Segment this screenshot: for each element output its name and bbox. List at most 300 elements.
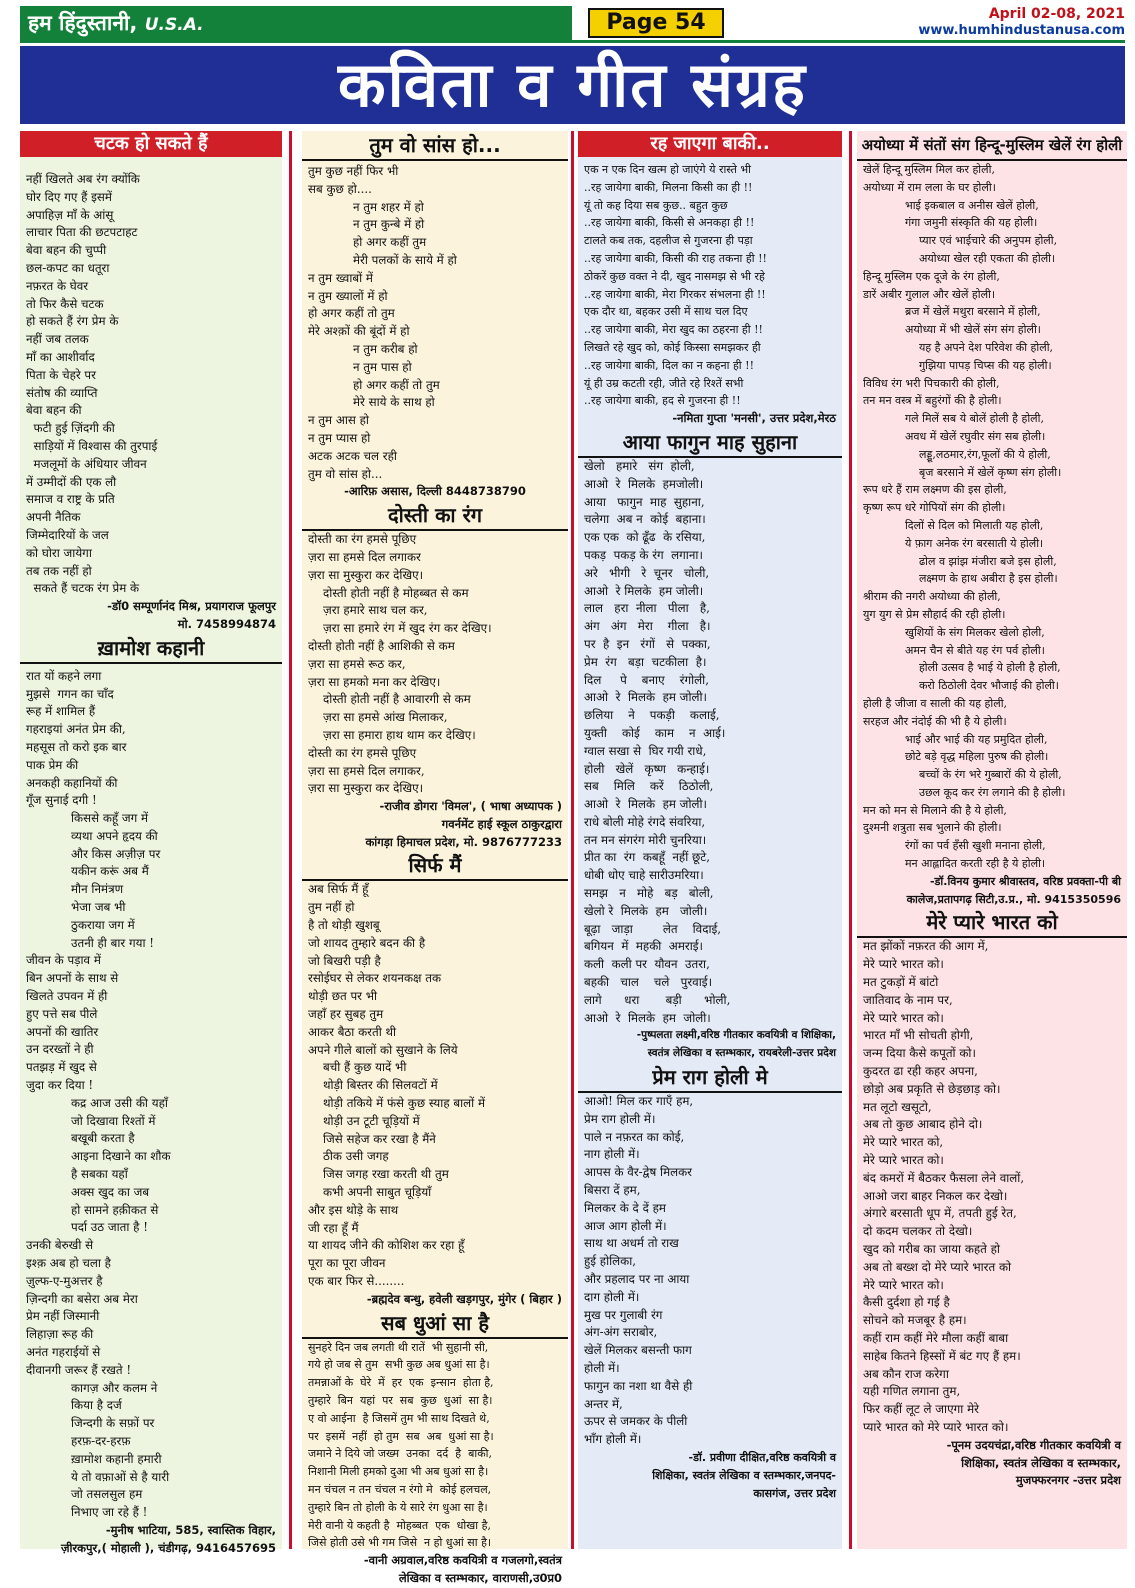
text-line: अयोध्या में भी खेलें संग संग होली। bbox=[863, 323, 1041, 337]
text-line: तुम्हारे बिन यहां पर सब कुछ धुआं सा है। bbox=[308, 1394, 493, 1407]
text-line: अपनों की खातिर bbox=[26, 1024, 99, 1039]
text-line: बेवा बहन की bbox=[26, 403, 82, 418]
text-line: -आरिफ़ असास, दिल्ली 8448738790 bbox=[344, 484, 526, 499]
text-line: मत झोंकों नफ़रत की आग में, bbox=[863, 939, 989, 954]
text-line: दुश्मनी शत्रुता सब भुलाने की होली। bbox=[863, 821, 1002, 835]
text-line: भाई इकबाल व अनीस खेलें होली, bbox=[863, 198, 1039, 212]
text-line: साड़ियों में विश्वास की तुरपाई bbox=[26, 438, 158, 453]
text-line: ठुकराया जग में bbox=[26, 917, 135, 932]
text-line: अमन चैन से बीते यह रंग पर्व होली। bbox=[863, 643, 1045, 657]
text-line: ज़रा सा हमसे रूठ कर, bbox=[308, 656, 406, 671]
publication-title: हम हिंदुस्तानी, bbox=[28, 11, 138, 35]
text-line: अरे भीगी रे चूनर चोली, bbox=[584, 565, 710, 580]
text-line: आया फागुन माह सुहाना, bbox=[584, 494, 705, 509]
text-line: हुई होलिका, bbox=[584, 1254, 637, 1269]
text-line: थोड़ी उन टूटी चूड़ियों में bbox=[308, 1113, 420, 1128]
text-line: दोस्ती होती नहीं है मोहब्बत से कम bbox=[308, 585, 469, 600]
text-line: प्रेम राग होली में। bbox=[584, 1111, 656, 1126]
text-line: एक एक को ढूँढ के रसिया, bbox=[584, 530, 706, 545]
text-line: पूरा का पूरा जीवन bbox=[308, 1256, 386, 1271]
text-line: अयोध्या में राम लला के घर होली। bbox=[863, 180, 996, 194]
text-line: है तो थोड़ी खुशबू bbox=[308, 918, 380, 933]
text-line: बूढ़ा जाड़ा लेत विदाई, bbox=[584, 921, 722, 936]
text-line: रसोईघर से लेकर शयनकक्ष तक bbox=[308, 971, 442, 986]
text-line: -नमिता गुप्ता 'मनसी', उत्तर प्रदेश,मेरठ bbox=[672, 411, 836, 426]
text-line: दिल पे बनाए रंगोली, bbox=[584, 672, 709, 687]
poem-title: तुम वो सांस हो... bbox=[302, 131, 568, 161]
text-line: कभी अपनी साबुत चूड़ियाँ bbox=[308, 1185, 432, 1200]
text-line: अब तो कुछ आबाद होने दो। bbox=[863, 1117, 983, 1132]
text-line: ज़रा सा मुस्कुरा कर देखिए। bbox=[308, 781, 424, 796]
text-line: हुए पत्ते सब पीले bbox=[26, 1006, 98, 1021]
text-line: ठीक उसी जगह bbox=[308, 1149, 389, 1164]
text-line: कालेज,प्रतापगढ़ सिटी,उ.प्र., मो. 9415350596 bbox=[906, 892, 1121, 906]
text-line: अब कौन राज करेगा bbox=[863, 1366, 949, 1381]
text-line: मत टुकड़ों में बांटो bbox=[863, 975, 939, 990]
text-line: खेलें हिन्दू मुस्लिम मिल कर होली, bbox=[863, 163, 995, 176]
text-line: पाले न नफ़रत का कोई, bbox=[584, 1129, 685, 1144]
text-line: आओ रे मिलके हम जोली। bbox=[584, 797, 708, 812]
text-line: गुझिया पापड़ चिप्स की यह होली। bbox=[863, 358, 1052, 372]
text-line: समाज व राष्ट्र के प्रति bbox=[26, 492, 115, 507]
text-line: निभाए जा रहे हैं ! bbox=[26, 1505, 148, 1520]
text-line: मेरे प्यारे भारत को। bbox=[863, 1153, 944, 1168]
text-line: न तुम करीब हो bbox=[308, 341, 418, 356]
text-line: सब मिलि करें ठिठोली, bbox=[584, 779, 714, 794]
text-line: अक्स खुद का जब bbox=[26, 1184, 150, 1199]
text-line: प्यार एवं भाईचारे की अनुपम होली, bbox=[863, 234, 1058, 248]
text-line: -डॉ0 सम्पूर्णानंद मिश्र, प्रयागराज फूलपुर bbox=[107, 599, 276, 614]
text-line: हो सकते हैं रंग प्रेम के bbox=[26, 314, 119, 329]
text-line: अब सिर्फ मैं हूँ bbox=[308, 882, 369, 897]
poem-credit bbox=[578, 410, 842, 428]
text-line: सुनहरे दिन जब लगती थी रातें भी सुहानी सी, bbox=[308, 1340, 489, 1354]
poem-title: रह जाएगा बाकी.. bbox=[578, 131, 842, 157]
text-line: एक न एक दिन खत्म हो जाएंगे ये रास्ते भी bbox=[584, 163, 751, 176]
text-line: एक दौर था, बहकर उसी में साथ चल दिए bbox=[584, 305, 748, 319]
text-line: ज़ुल्फ-ए-मुअत्तर है bbox=[26, 1273, 103, 1288]
text-line: ..रह जायेगा बाकी, मिलना किसी का ही !! bbox=[584, 180, 753, 194]
text-line: नहीं खिलते अब रंग क्योंकि bbox=[26, 172, 140, 186]
poem-body bbox=[857, 161, 1127, 873]
poem-credit bbox=[302, 1291, 568, 1309]
text-line: उछल कूद कर रंग लगाने की है होली। bbox=[863, 785, 1066, 799]
text-line: अवध में खेलें रघुवीर संग सब होली। bbox=[863, 429, 1046, 443]
text-line: साहेब कितने हिस्सों में बंट गए हैं हम। bbox=[863, 1348, 1021, 1363]
text-line: बृज बरसाने में खेलें कृष्ण संग होली। bbox=[863, 465, 1062, 479]
text-line: जो शायद तुम्हारे बदन की है bbox=[308, 935, 426, 950]
text-line: इश्क़ अब हो चला है bbox=[26, 1256, 111, 1271]
text-line: छल-कपट का धतूरा bbox=[26, 260, 110, 275]
column-divider bbox=[571, 131, 574, 1549]
text-line: ..रह जायेगा बाकी, किसी से अनकहा ही !! bbox=[584, 216, 755, 230]
text-line: गहराइयां अनंत प्रेम की, bbox=[26, 722, 126, 737]
text-line: जहाँ हर सुबह तुम bbox=[308, 1007, 384, 1022]
text-line: और किस अज़ीज़ पर bbox=[26, 846, 161, 861]
text-line: पाक प्रेम की bbox=[26, 757, 79, 772]
text-line: ख़ामोश कहानी हमारी bbox=[26, 1451, 162, 1466]
text-line: रंगों का पर्व हँसी खुशी मनाना होली, bbox=[863, 839, 1046, 853]
text-line: न तुम आस हो bbox=[308, 413, 369, 428]
poem-body bbox=[20, 171, 282, 598]
text-line: हरफ़-दर-हरफ़ bbox=[26, 1433, 131, 1448]
text-line: ब्रज में खेलें मथुरा बरसाने में होली, bbox=[863, 305, 1041, 319]
text-line: हो सामने हक़ीकत से bbox=[26, 1202, 159, 1217]
text-line: -डॉ.विनय कुमार श्रीवास्तव, वरिष्ठ प्रवक्ता-पी बी bbox=[929, 874, 1121, 888]
text-line: न तुम पास हो bbox=[308, 359, 412, 374]
text-line: कासगंज, उत्तर प्रदेश bbox=[753, 1486, 836, 1500]
text-line: दोस्ती होती नहीं है आवारगी से कम bbox=[308, 692, 471, 707]
text-line: जो बिखरी पड़ी है bbox=[308, 953, 381, 968]
text-line: यूं ही उम्र कटती रही, जीते रहे रिश्तें सभी bbox=[584, 376, 744, 390]
text-line: लिखते रहे खुद को, कोई किस्सा समझकर ही bbox=[584, 340, 761, 354]
text-line: हिन्दू मुस्लिम एक दूजे के रंग होली, bbox=[863, 269, 1000, 283]
text-line: मुझसे गगन का चाँद bbox=[26, 686, 114, 701]
text-line: ..रह जायेगा बाकी, मेरा खुद का ठहरना ही !! bbox=[584, 323, 763, 337]
text-line: रूह में शामिल हैं bbox=[26, 704, 96, 719]
poem-body bbox=[302, 163, 568, 483]
poem-body bbox=[578, 161, 842, 410]
text-line: नाग होली में। bbox=[584, 1147, 640, 1162]
text-line: पर्दा उठ जाता है ! bbox=[26, 1220, 148, 1235]
text-line: पर है इन रंगों से पक्का, bbox=[584, 636, 711, 651]
text-line: अंगारे बरसाती धूप में, तपती हुई रेत, bbox=[863, 1206, 1017, 1221]
masthead bbox=[20, 6, 1125, 40]
text-line: छोड़ो अब प्रकृति से छेड़छाड़ को। bbox=[863, 1081, 1001, 1096]
website-link[interactable]: www.humhindustanusa.com bbox=[918, 23, 1125, 38]
text-line: भाई और भाई की यह प्रमुदित होली, bbox=[863, 732, 1048, 746]
text-line: मुख पर गुलाबी रंग bbox=[584, 1307, 663, 1322]
poem-credit bbox=[302, 798, 568, 851]
text-line: बची हैं कुछ यादें भी bbox=[308, 1060, 407, 1075]
text-line: कली कली पर यौवन उतरा, bbox=[584, 957, 710, 972]
text-line: सोचने को मजबूर है हम। bbox=[863, 1313, 967, 1328]
poem-title: ख़ामोश कहानी bbox=[20, 634, 282, 664]
text-line: युक्ती कोई काम न आई। bbox=[584, 725, 726, 740]
text-line: ज़रा सा हमारा हाथ थाम कर देखिए। bbox=[308, 727, 476, 742]
text-line: आकर बैठा करती थी bbox=[308, 1024, 397, 1039]
poem-body bbox=[302, 531, 568, 798]
text-line: -राजीव डोगरा 'विमल', ( भाषा अध्यापक ) bbox=[379, 799, 562, 814]
text-line: अब तो बख्श दो मेरे प्यारे भारत को bbox=[863, 1259, 1012, 1274]
text-line: कद्र आज उसी की यहाँ bbox=[26, 1095, 168, 1110]
text-line: तन मन संगरंग मोरी चुनरिया। bbox=[584, 832, 707, 847]
text-line: -वानी अग्रवाल,वरिष्ठ कवयित्री व गजलगो,स्वतंत्र bbox=[363, 1553, 562, 1568]
poem-credit bbox=[857, 873, 1127, 909]
text-line: पकड़ पकड़ के रंग लगाना। bbox=[584, 547, 703, 562]
text-line: ज़रा हमारे साथ चल कर, bbox=[308, 603, 428, 618]
text-line: और इस थोड़े के साथ bbox=[308, 1202, 399, 1217]
text-line: मो. 7458994874 bbox=[177, 616, 276, 631]
text-line: ज़रा सा हमसे दिल लगाकर bbox=[308, 549, 421, 564]
text-line: कांगड़ा हिमाचल प्रदेश, मो. 9876777233 bbox=[365, 834, 562, 849]
text-line: तमन्नाओं के घेरे में हर एक इन्सान होता है, bbox=[308, 1376, 494, 1390]
column-2 bbox=[302, 131, 568, 1585]
text-line: दीवानगी जरूर हैं रखते ! bbox=[26, 1362, 132, 1377]
text-line: उनकी बेरुखी से bbox=[26, 1238, 94, 1253]
text-line: थोड़ी छत पर भी bbox=[308, 989, 378, 1004]
text-line: सरहज और नंदोई की भी है ये होली। bbox=[863, 714, 1007, 728]
text-line: दाग होली में। bbox=[584, 1289, 640, 1304]
text-line: बगियन में महकी अमराई। bbox=[584, 939, 704, 954]
column-1 bbox=[20, 131, 282, 1555]
text-line: रात यों कहने लगा bbox=[26, 668, 102, 683]
text-line: जिम्मेदारियों के जल bbox=[26, 527, 109, 542]
text-line: प्यारे भारत को मेरे प्यारे भारत को। bbox=[863, 1419, 1009, 1434]
poem-title: सब धुआं सा है bbox=[302, 1309, 568, 1339]
text-line: समझ न मोहे बड़ बोली, bbox=[584, 886, 714, 901]
text-line: बिन अपनों के साथ से bbox=[26, 971, 119, 986]
text-line: न तुम ख्वाबों में bbox=[308, 270, 373, 285]
text-line: मेरे साये के साथ हो bbox=[308, 395, 435, 410]
text-line: गंगा जमुनी संस्कृति की यह होली। bbox=[863, 216, 1038, 230]
page-number: Page 54 bbox=[588, 8, 724, 38]
text-line: फिर कहीं लूट ले जाएगा मेरे bbox=[863, 1402, 979, 1417]
text-line: तुम कुछ नहीं फिर भी bbox=[308, 164, 399, 178]
text-line: कुदरत ढा रही कहर अपना, bbox=[863, 1064, 978, 1079]
text-line: नफ़रत के घेवर bbox=[26, 278, 89, 293]
text-line: होली खेलें कृष्ण कन्हाई। bbox=[584, 761, 710, 776]
text-line: हो अगर कहीं तो तुम bbox=[308, 377, 440, 392]
text-line: लाचार पिता की छटपटाहट bbox=[26, 225, 138, 240]
poem-credit bbox=[578, 1449, 842, 1502]
text-line: अयोध्या खेल रही एकता की होली। bbox=[863, 251, 1056, 265]
text-line: संतोष की व्याप्ति bbox=[26, 385, 98, 400]
text-line: करो ठिठोली देवर भौजाई की होली। bbox=[863, 679, 1059, 693]
text-line: मेरे प्यारे भारत को। bbox=[863, 957, 944, 972]
text-line: राधे बोली मोहे रंगदे संवरिया, bbox=[584, 814, 706, 829]
text-line: पिता के चेहरे पर bbox=[26, 367, 96, 382]
poem-body bbox=[302, 1339, 568, 1553]
text-line: थोड़ी तकिये में फंसे कुछ स्याह बालों में bbox=[308, 1096, 485, 1111]
text-line: जुदा कर दिया ! bbox=[26, 1078, 94, 1093]
text-line: अपने गीले बालों को सुखाने के लिये bbox=[308, 1042, 458, 1057]
text-line: बंद कमरों में बैठकर फैसला लेने वालों, bbox=[863, 1170, 1025, 1185]
text-line: मेरी वानी ये कहती है मोहब्बत एक धोखा है, bbox=[308, 1518, 491, 1532]
text-line: खिलते उपवन में ही bbox=[26, 989, 108, 1004]
poem-credit bbox=[20, 1522, 282, 1558]
text-line: न तुम कुन्बे में हो bbox=[308, 217, 425, 232]
section-title: कविता व गीत संग्रह bbox=[20, 46, 1125, 124]
text-line: युग युग से प्रेम सौहार्द की रही होली। bbox=[863, 607, 1006, 621]
text-line: थोड़ी बिस्तर की सिलवटों में bbox=[308, 1078, 438, 1093]
text-line: जिन्दगी के सफ़ों पर bbox=[26, 1416, 155, 1431]
text-line: सब कुछ हो.... bbox=[308, 181, 372, 196]
text-line: मेरे प्यारे भारत को, bbox=[863, 1135, 944, 1150]
text-line: यूं तो कह दिया सब कुछ.. बहुत कुछ bbox=[584, 198, 728, 212]
text-line: दिलों से दिल को मिलाती यह होली, bbox=[863, 518, 1044, 532]
poem-title: मेरे प्यारे भारत को bbox=[857, 908, 1127, 938]
poem-credit bbox=[20, 598, 282, 634]
poem-title: प्रेम राग होली मे bbox=[578, 1063, 842, 1093]
text-line: ज़रा सा हमारे रंग में खुद रंग कर देखिए। bbox=[308, 621, 492, 636]
text-line: नहीं जब तलक bbox=[26, 332, 89, 347]
text-line: ए वो आईना है जिसमें तुम भी साथ दिखते थे, bbox=[308, 1411, 490, 1425]
text-line: किससे कहूँ जग में bbox=[26, 811, 149, 826]
poem-credit bbox=[857, 1437, 1127, 1490]
text-line: को घोरा जायेगा bbox=[26, 545, 92, 560]
text-line: तन मन वस्त्र में बहुरंगों की है होली। bbox=[863, 394, 1002, 408]
text-line: ..रह जायेगा बाकी, दिल का न कहना ही !! bbox=[584, 358, 754, 372]
text-line: मेरी पलकों के साये में हो bbox=[308, 252, 457, 267]
text-line: कागज़ और कलम ने bbox=[26, 1380, 158, 1395]
text-line: लिहाज़ा रूह की bbox=[26, 1327, 94, 1342]
poem-credit bbox=[578, 1027, 842, 1063]
text-line: उन दरख्तों ने ही bbox=[26, 1042, 94, 1057]
text-line: किया है दर्ज bbox=[26, 1398, 122, 1413]
text-line: होली उत्सव है भाई ये होली है होली, bbox=[863, 661, 1061, 675]
poem-credit bbox=[302, 483, 568, 501]
poem-body bbox=[578, 1093, 842, 1449]
text-line: ज़रा सा हमको मना कर देखिए। bbox=[308, 674, 441, 689]
text-line: आओ रे मिलके हम जोली। bbox=[584, 690, 708, 705]
text-line: खुशियों के संग मिलकर खेलो होली, bbox=[863, 625, 1045, 639]
text-line: मेरे प्यारे भारत को। bbox=[863, 1010, 944, 1025]
text-line: बहकी चाल चले पुरवाई। bbox=[584, 975, 713, 990]
text-line: आओ! मिल कर गाएँ हम, bbox=[584, 1094, 694, 1109]
text-line: न तुम शहर में हो bbox=[308, 199, 424, 214]
text-line: न तुम प्यास हो bbox=[308, 430, 371, 445]
text-line: ..रह जायेगा बाकी, किसी की राह तकना ही !! bbox=[584, 251, 767, 265]
text-line: लागे धरा बड़ी भोली, bbox=[584, 992, 731, 1007]
text-line: लड्डू,लठमार,रंग,फूलों की ये होली, bbox=[863, 447, 1051, 461]
text-line: यकीन करूं अब मैं bbox=[26, 864, 149, 879]
text-line: दोस्ती का रंग हमसे पूछिए bbox=[308, 532, 417, 547]
text-line: डारें अबीर गुलाल और खेलें होली। bbox=[863, 287, 996, 301]
text-line: आज आग होली में। bbox=[584, 1218, 667, 1233]
text-line: खेलो रे मिलके हम जोली। bbox=[584, 903, 708, 918]
text-line: अनकही कहानियों की bbox=[26, 775, 118, 790]
text-line: मन चंचल न तन चंचल न रंगो मे कोई हलचल, bbox=[308, 1482, 492, 1496]
text-line: उतनी ही बार गया ! bbox=[26, 935, 155, 950]
column-3 bbox=[578, 131, 842, 1549]
text-line: जीवन के पड़ाव में bbox=[26, 953, 101, 968]
text-line: विविध रंग भरी पिचकारी की होली, bbox=[863, 376, 1000, 390]
text-line: दोस्ती होती नहीं है आशिकी से कम bbox=[308, 638, 455, 653]
text-line: गूँज सुनाई दगी ! bbox=[26, 793, 97, 808]
text-line: जिस जगह रखा करती थी तुम bbox=[308, 1167, 449, 1182]
text-line: होली है जीजा व साली की यह होली, bbox=[863, 696, 1008, 710]
text-line: आओ रे मिलके हमजोली। bbox=[584, 476, 704, 491]
text-line: खुद को गरीब का जाया कहते हो bbox=[863, 1242, 1000, 1257]
text-line: पर इसमें नहीं हो तुम सब अब धुआं सा है। bbox=[308, 1429, 494, 1443]
text-line: अनंत गहराईयों से bbox=[26, 1345, 101, 1359]
poem-body bbox=[857, 938, 1127, 1436]
text-line: ज़रा सा मुस्कुरा कर देखिए। bbox=[308, 567, 424, 582]
publication-name bbox=[20, 6, 572, 40]
text-line: कहीं राम कहीं मेरे मौला कहीं बाबा bbox=[863, 1331, 1009, 1345]
text-line: आओ रे मिलके हम जोली। bbox=[584, 1010, 711, 1025]
text-line: दोस्ती का रंग हमसे पूछिए bbox=[308, 745, 417, 760]
text-line: तुम वो सांस हो... bbox=[308, 466, 383, 481]
poem-title: आया फागुन माह सुहाना bbox=[578, 428, 842, 458]
text-line: पतझड़ में खुद से bbox=[26, 1060, 97, 1075]
column-4 bbox=[857, 131, 1127, 1549]
text-line: आओ जरा बाहर निकल कर देखो। bbox=[863, 1188, 1008, 1203]
text-line: मुजफ्फरनगर -उत्तर प्रदेश bbox=[1015, 1473, 1121, 1488]
poem-title: दोस्ती का रंग bbox=[302, 501, 568, 531]
column-divider bbox=[849, 131, 852, 1549]
text-line: गये हो जब से तुम सभी कुछ अब धुआं सा है। bbox=[308, 1358, 490, 1372]
issue-date: April 02-08, 2021 bbox=[988, 6, 1125, 22]
text-line: जी रहा हूँ मैं bbox=[308, 1220, 359, 1235]
text-line: ज़रा सा हमसे आंख मिलाकर, bbox=[308, 710, 448, 725]
text-line: होली में। bbox=[584, 1361, 620, 1375]
text-line: -पूनम उदयचंद्रा,वरिष्ठ गीतकार कवयित्री व bbox=[946, 1437, 1121, 1452]
text-line: चलेगा अब न कोई बहाना। bbox=[584, 512, 706, 527]
poem-body bbox=[578, 458, 842, 1028]
text-line: आओ रे मिलके हम जोली। bbox=[584, 583, 704, 598]
text-line: अन्तर में, bbox=[584, 1396, 623, 1411]
text-line: ये तो वफ़ाओं से है यारी bbox=[26, 1469, 170, 1484]
text-line: भाँग होली में। bbox=[584, 1432, 642, 1447]
text-line: लाल हरा नीला पीला है, bbox=[584, 601, 710, 616]
text-line: जो दिखावा रिश्तों में bbox=[26, 1113, 156, 1128]
text-line: अटक अटक चल रही bbox=[308, 448, 397, 463]
text-line: -डॉ. प्रवीणा दीक्षित,वरिष्ठ कवयित्री व bbox=[688, 1450, 836, 1464]
text-line: यही गणित लगाना तुम, bbox=[863, 1384, 961, 1399]
text-line: हो अगर कहीं तुम bbox=[308, 235, 427, 250]
text-line: छोटे बड़े वृद्ध महिला पुरुष की होली। bbox=[863, 750, 1049, 764]
text-line: महसूस तो करो इक बार bbox=[26, 739, 127, 754]
poem-credit bbox=[302, 1552, 568, 1588]
text-line: गले मिलें सब ये बोलें होली है होली, bbox=[863, 412, 1044, 426]
text-line: भारत माँ भी सोचती होगी, bbox=[863, 1028, 974, 1043]
text-line: हो अगर कहीं तो तुम bbox=[308, 306, 395, 321]
text-line: गवर्नमेंट हाई स्कूल ठाकुरद्वारा bbox=[441, 816, 562, 831]
text-line: तुम नहीं हो bbox=[308, 900, 355, 915]
text-line: प्रीत का रंग कबहूँ नहीं छूटे, bbox=[584, 850, 710, 865]
text-line: ज़िन्दगी का बसेरा अब मेरा bbox=[26, 1291, 138, 1306]
poem-body bbox=[302, 881, 568, 1290]
text-line: मत लूटो खसूटो, bbox=[863, 1099, 932, 1114]
text-line: जातिवाद के नाम पर, bbox=[863, 992, 953, 1007]
text-line: ठोकरें कुछ वक्त ने दी, खुद नासमझ से भी रहे bbox=[584, 269, 765, 283]
text-line: शिक्षिका, स्वतंत्र लेखिका व स्तम्भकार,जनपद- bbox=[652, 1468, 836, 1482]
poem-title: अयोध्या में संतों संग हिन्दू-मुस्लिम खेलें रंग होली bbox=[857, 131, 1127, 161]
text-line: दो कदम चलकर तो देखो। bbox=[863, 1224, 973, 1239]
text-line: निशानी मिली हमको दुआ भी अब धुआं सा है। bbox=[308, 1465, 489, 1479]
text-line: रूप धरे हैं राम लक्ष्मण की इस होली, bbox=[863, 483, 1007, 497]
text-line: ढोल व झांझ मंजीरा बजे इस होली, bbox=[863, 554, 1057, 568]
text-line: है सबका यहाँ bbox=[26, 1167, 128, 1182]
text-line: बेवा बहन की चुप्पी bbox=[26, 243, 107, 258]
masthead-divider bbox=[20, 40, 1125, 43]
text-line: अपनी नैतिक bbox=[26, 510, 81, 525]
text-line: घोर दिए गए हैं इसमें bbox=[26, 189, 112, 204]
text-line: ..रह जायेगा बाकी, हद से गुजरना ही !! bbox=[584, 394, 741, 408]
text-line: मेरे प्यारे भारत को। bbox=[863, 1277, 944, 1292]
poem-body bbox=[20, 668, 282, 1522]
text-line: खेलें मिलकर बसन्ती फाग bbox=[584, 1343, 692, 1358]
text-line: एक बार फिर से........ bbox=[308, 1274, 405, 1289]
text-line: -पुष्पलता लक्ष्मी,वरिष्ठ गीतकार कवयित्री व शिक्षिका, bbox=[636, 1029, 836, 1042]
text-line: जो तसलसुल हम bbox=[26, 1487, 143, 1502]
text-line: -मुनीष भाटिया, 585, स्वास्तिक विहार, bbox=[105, 1522, 276, 1537]
text-line: माँ का आशीर्वाद bbox=[26, 349, 95, 364]
text-line: न तुम ख्यालों में हो bbox=[308, 288, 388, 303]
text-line: मौन निमंत्रण bbox=[26, 882, 124, 897]
text-line: कृष्ण रूप धरे गोपियों संग की होली। bbox=[863, 501, 1006, 515]
text-line: -ब्रह्मदेव बन्धु, हवेली खड़गपुर, मुंगेर ( बिहार ) bbox=[366, 1291, 562, 1306]
text-line: फटी हुई ज़िंदगी की bbox=[26, 421, 115, 436]
text-line: अपाहिज़ माँ के आंसू bbox=[26, 207, 114, 222]
text-line: साथ था अधर्म तो राख bbox=[584, 1236, 679, 1251]
text-line: छलिया ने पकड़ी कलाई, bbox=[584, 708, 720, 723]
text-line: खेलो हमारे संग होली, bbox=[584, 458, 695, 473]
text-line: शिक्षिका, स्वतंत्र लेखिका व स्तम्भकार, bbox=[961, 1455, 1121, 1470]
text-line: ये फ़ाग अनेक रंग बरसाती ये होली। bbox=[863, 536, 1044, 550]
